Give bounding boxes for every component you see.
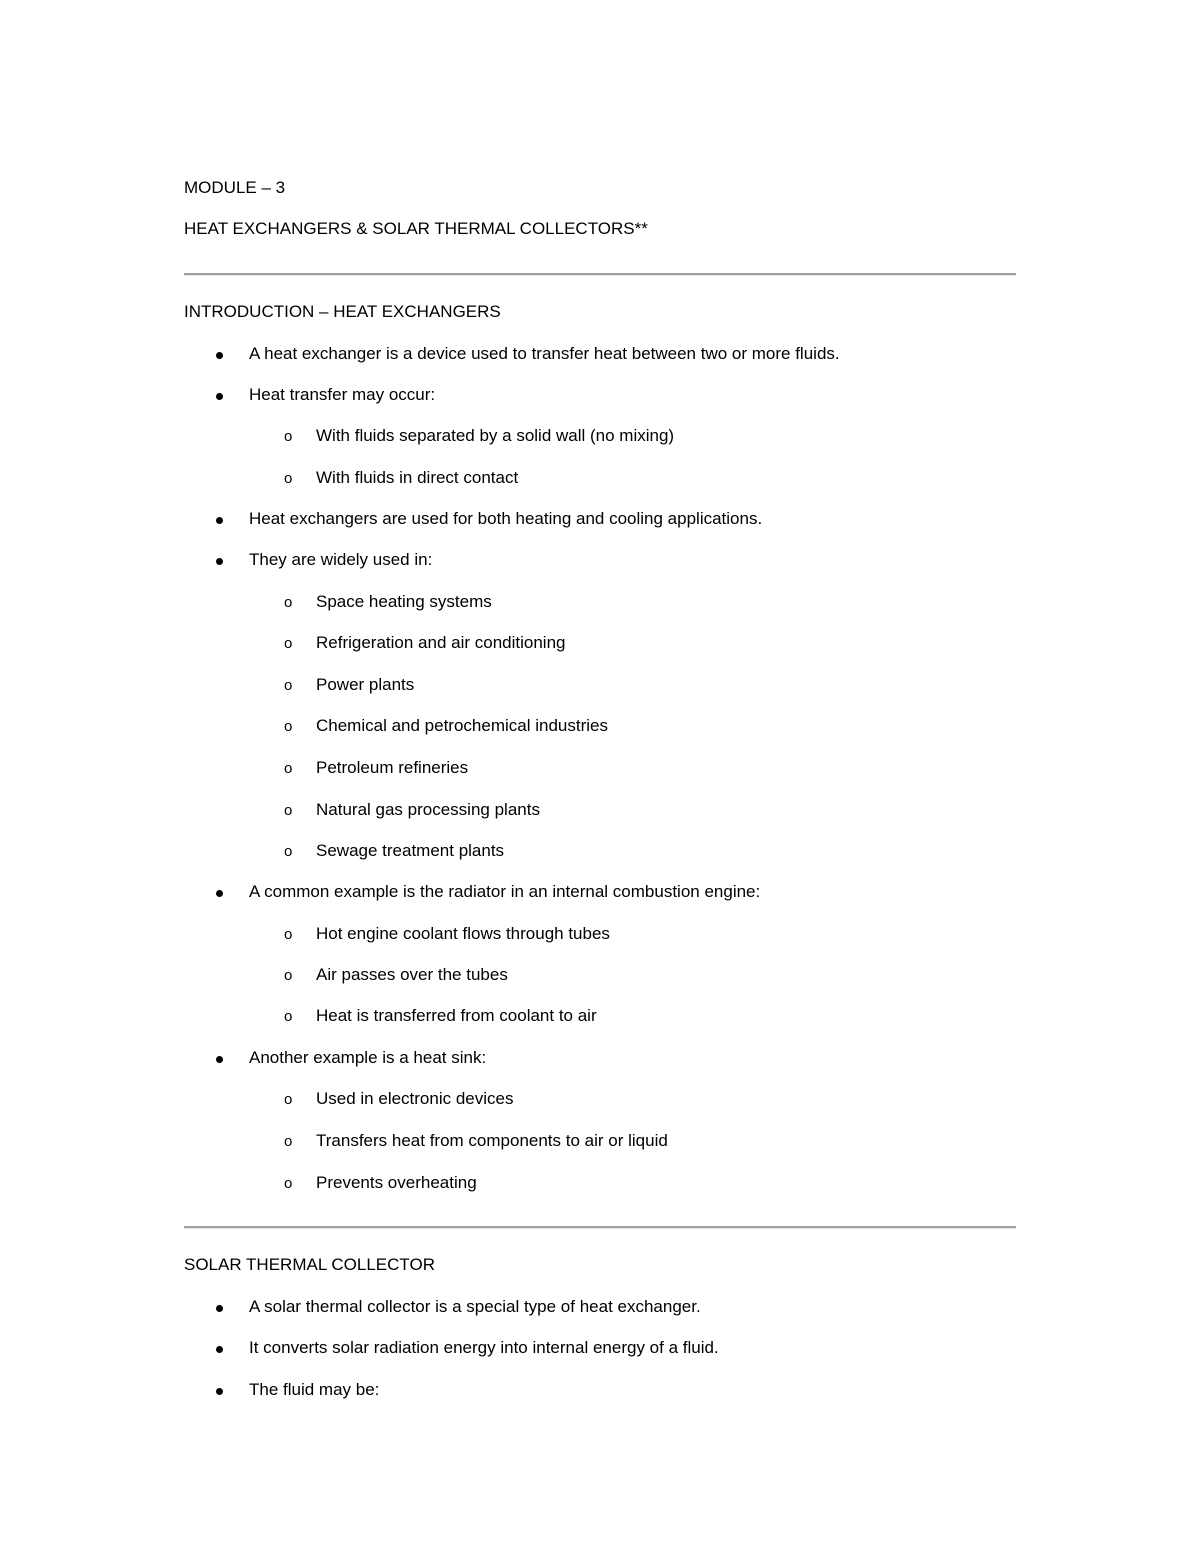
horizontal-rule — [184, 1226, 1016, 1229]
sub-list-item: Transfers heat from components to air or liquid — [316, 1131, 668, 1150]
sub-bullet-icon: o — [284, 470, 293, 487]
sub-list-item: Hot engine coolant flows through tubes — [316, 924, 610, 943]
section-heading-heat-exchangers: INTRODUCTION – HEAT EXCHANGERS — [184, 302, 501, 321]
sub-bullet-icon: o — [284, 1008, 293, 1025]
bullet-icon — [216, 1305, 223, 1312]
sub-list-item: Heat is transferred from coolant to air — [316, 1006, 597, 1025]
sub-bullet-icon: o — [284, 677, 293, 694]
sub-bullet-icon: o — [284, 843, 293, 860]
sub-bullet-icon: o — [284, 594, 293, 611]
bullet-icon — [216, 558, 223, 565]
sub-list-item: Space heating systems — [316, 592, 492, 611]
sub-bullet-icon: o — [284, 926, 293, 943]
sub-bullet-icon: o — [284, 1133, 293, 1150]
sub-bullet-icon: o — [284, 1091, 293, 1108]
sub-bullet-icon: o — [284, 760, 293, 777]
bullet-icon — [216, 352, 223, 359]
bullet-icon — [216, 1346, 223, 1353]
sub-bullet-icon: o — [284, 635, 293, 652]
sub-bullet-icon: o — [284, 718, 293, 735]
sub-list-item: Air passes over the tubes — [316, 965, 508, 984]
sub-list-item: Prevents overheating — [316, 1173, 477, 1192]
bullet-icon — [216, 1056, 223, 1063]
section-heading-solar-collector: SOLAR THERMAL COLLECTOR — [184, 1255, 435, 1274]
list-item: A solar thermal collector is a special type of heat exchanger. — [249, 1297, 701, 1316]
list-item: The fluid may be: — [249, 1380, 380, 1399]
list-item: It converts solar radiation energy into internal energy of a fluid. — [249, 1338, 719, 1357]
document-title: HEAT EXCHANGERS & SOLAR THERMAL COLLECTORS** — [184, 219, 648, 238]
bullet-icon — [216, 393, 223, 400]
list-item: A heat exchanger is a device used to transfer heat between two or more fluids. — [249, 344, 840, 363]
list-item: A common example is the radiator in an internal combustion engine: — [249, 882, 761, 901]
sub-list-item: Petroleum refineries — [316, 758, 469, 777]
bullet-icon — [216, 517, 223, 524]
sub-bullet-icon: o — [284, 1175, 293, 1192]
sub-list-item: With fluids in direct contact — [316, 468, 519, 487]
list-item: They are widely used in: — [249, 550, 433, 569]
sub-list-item: Sewage treatment plants — [316, 841, 505, 860]
sub-list-item: With fluids separated by a solid wall (no mixing) — [316, 426, 675, 445]
sub-bullet-icon: o — [284, 428, 293, 445]
sub-list-item: Chemical and petrochemical industries — [316, 716, 608, 735]
sub-bullet-icon: o — [284, 802, 293, 819]
sub-list-item: Power plants — [316, 675, 415, 694]
sub-list-item: Natural gas processing plants — [316, 800, 540, 819]
horizontal-rule — [184, 273, 1016, 276]
list-item: Heat exchangers are used for both heating and cooling applications. — [249, 509, 763, 528]
sub-list-item: Used in electronic devices — [316, 1089, 514, 1108]
bullet-icon — [216, 1388, 223, 1395]
module-title: MODULE – 3 — [184, 178, 286, 197]
list-item: Another example is a heat sink: — [249, 1048, 487, 1067]
list-item: Heat transfer may occur: — [249, 385, 436, 404]
bullet-icon — [216, 890, 223, 897]
sub-list-item: Refrigeration and air conditioning — [316, 633, 566, 652]
sub-bullet-icon: o — [284, 967, 293, 984]
